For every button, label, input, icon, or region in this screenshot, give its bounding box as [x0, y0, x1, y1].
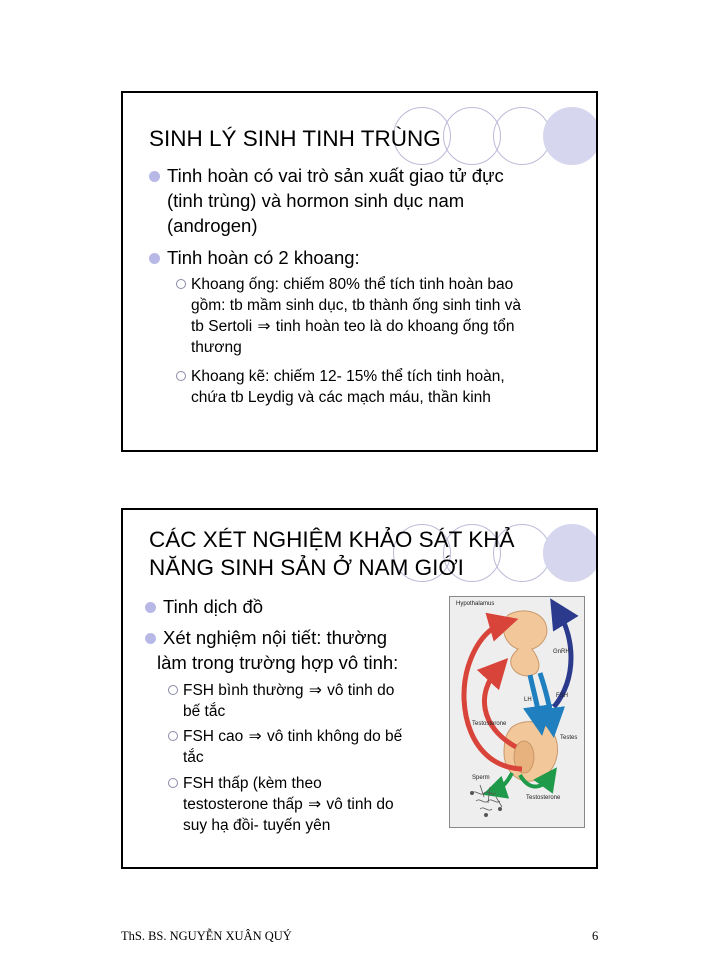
sub-bullet-text: tinh hoàn teo là do khoang ống tổn	[275, 318, 515, 335]
sub-bullet-text: tb Sertoli	[191, 318, 253, 335]
bullet-item	[147, 245, 598, 270]
sub-bullet-text: gồm: tb mầm sinh dục, tb thành ống sinh tinh và	[191, 297, 521, 314]
sub-bullet-text: Khoang kẽ: chiếm 12- 15% thể tích tinh hoàn,	[191, 368, 505, 385]
fsh-arrow	[540, 673, 552, 723]
footer-page-number: 6	[592, 929, 599, 943]
sub-bullet-item	[175, 274, 598, 358]
footer-author: ThS. BS. NGUYỄN XUÂN QUÝ	[121, 929, 292, 943]
slide-title-line: NĂNG SINH SẢN Ở NAM GIỚI	[149, 555, 464, 580]
slide-1	[121, 91, 598, 452]
bullet-item	[147, 163, 598, 238]
pituitary-shape	[503, 611, 546, 676]
figure-label-testosterone: Testosterone	[472, 721, 507, 727]
figure-label-sperm: Sperm	[472, 775, 490, 781]
figure-label-lh: LH	[524, 697, 532, 703]
sub-bullet-item	[175, 366, 598, 408]
implies-arrow-icon: ⇒	[248, 728, 262, 745]
sub-bullet-text: bế tắc	[183, 703, 226, 720]
bullet-text: làm trong trường hợp vô tinh:	[157, 652, 399, 673]
sub-bullet-item	[167, 680, 463, 722]
sub-bullet-text: chứa tb Leydig và các mạch máu, thần kinh	[191, 389, 491, 406]
sub-bullet-text: vô tinh do	[326, 796, 394, 813]
bullet-item	[143, 625, 463, 675]
sub-bullet-text: FSH cao	[183, 728, 244, 745]
circle-filled-icon	[543, 524, 598, 582]
hormone-axis-figure	[449, 596, 585, 828]
bullet-text: Tinh hoàn có 2 khoang:	[167, 247, 360, 268]
sub-bullet-text: FSH bình thường	[183, 682, 304, 699]
implies-arrow-icon: ⇒	[308, 682, 322, 699]
bullet-text: (tinh trùng) và hormon sinh dục nam	[167, 190, 465, 211]
sub-bullet-text: testosterone thấp	[183, 796, 303, 813]
implies-arrow-icon: ⇒	[308, 796, 322, 813]
figure-label-fsh: FSH	[556, 693, 568, 699]
sub-bullet-text: vô tinh không do bế	[266, 728, 403, 745]
bullet-item	[143, 594, 453, 619]
slide-title-line: CÁC XÉT NGHIỆM KHẢO SÁT KHẢ	[149, 527, 515, 552]
sub-bullet-item	[167, 773, 463, 836]
sub-bullet-item	[167, 726, 463, 768]
bullet-text: Tinh dịch đồ	[163, 596, 264, 617]
sub-bullet-text: FSH thấp (kèm theo	[183, 775, 322, 792]
figure-label-testes: Testes	[560, 735, 578, 741]
bullet-text: Tinh hoàn có vai trò sản xuất giao tử đực	[167, 165, 504, 186]
figure-label-testosterone-bottom: Testosterone	[526, 795, 561, 801]
figure-label-gnrh: GnRH	[553, 649, 570, 655]
implies-arrow-icon: ⇒	[257, 318, 271, 335]
sub-bullet-text: thương	[191, 339, 242, 356]
hormone-axis-illustration	[450, 597, 584, 827]
bullet-text: (androgen)	[167, 215, 258, 236]
sperm-output-arrow	[494, 773, 512, 791]
bullet-text: Xét nghiệm nội tiết: thường	[163, 627, 388, 648]
sub-bullet-text: vô tinh do	[327, 682, 395, 699]
slide-2	[121, 508, 598, 869]
sub-bullet-text: suy hạ đồi- tuyến yên	[183, 817, 331, 834]
sub-bullet-text: tắc	[183, 749, 204, 766]
slide-title: SINH LÝ SINH TINH TRÙNG	[149, 126, 441, 151]
circle-filled-icon	[543, 107, 598, 165]
sub-bullet-text: Khoang ống: chiếm 80% thể tích tinh hoàn bao	[191, 276, 514, 293]
figure-label-hypothalamus: Hypothalamus	[456, 601, 495, 607]
slide-title	[149, 526, 515, 582]
